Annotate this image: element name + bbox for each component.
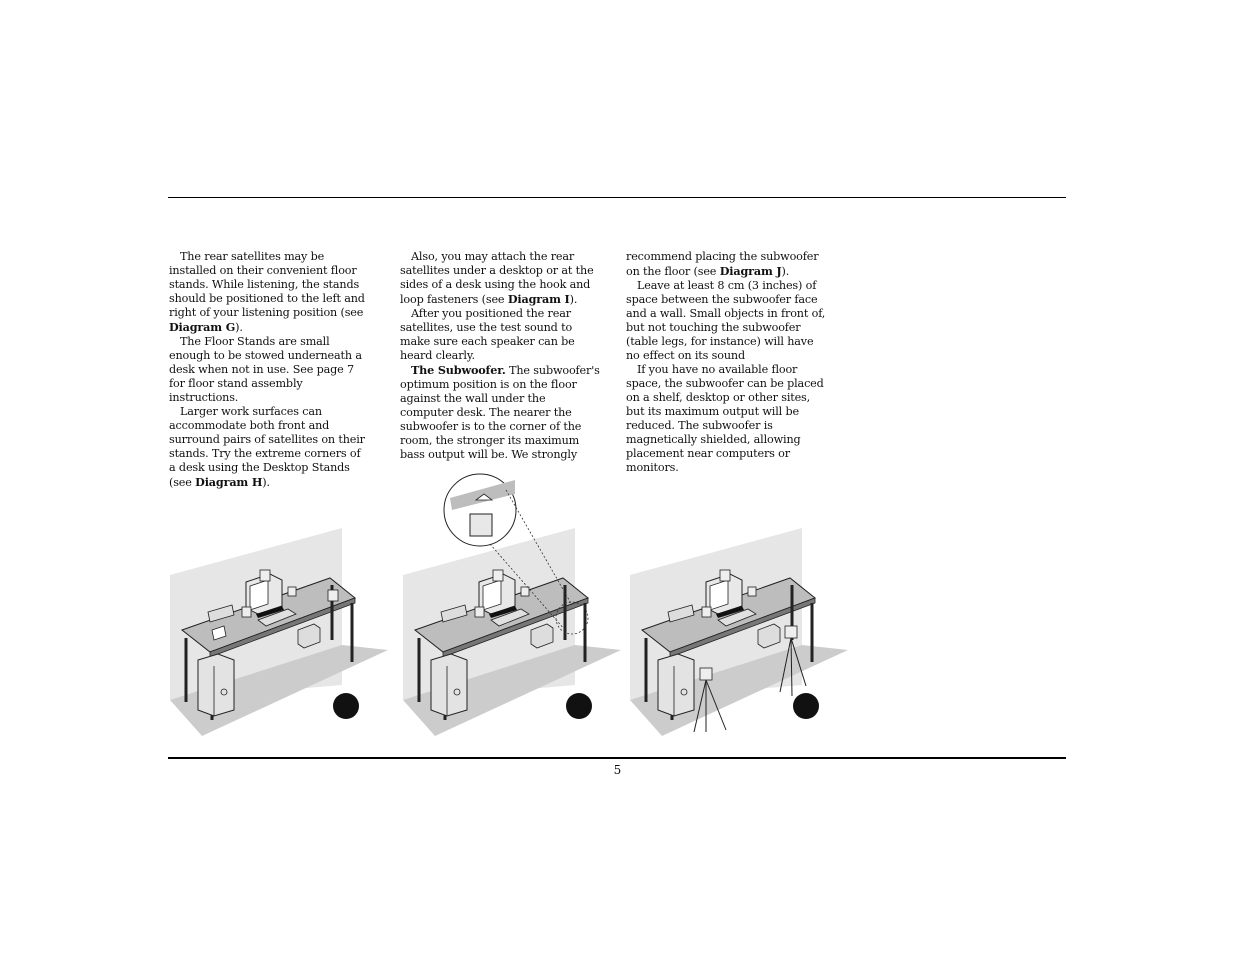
paragraph: The rear satellites may be installed on their convenient floor stands. While listening, the stands should be positioned to the left and right of your listening position (see Diagram G).: [169, 250, 365, 334]
paragraph: The Subwoofer. The subwoofer's optimum position is on the floor against the wall under the computer desk. The nearer the subwoofer is to the corner of the room, the stronger its maximum bass output will be. We strongly: [400, 363, 600, 461]
paragraph: If you have no available floor space, the subwoofer can be placed on a shelf, desktop or other sites, but its maximum output will be reduced. The subwoofer is magnetically shielded, allowing placement near computers or monitors.: [626, 363, 824, 474]
paragraph: After you positioned the rear satellites, use the test sound to make sure each speaker can be heard clearly.: [400, 307, 575, 362]
diagram-h: [403, 474, 621, 736]
text-column-1: [169, 250, 369, 490]
text-column-3: [626, 250, 826, 475]
diagram-g: [170, 528, 388, 736]
diagram-j: [630, 528, 848, 736]
bottom-rule: [168, 757, 1066, 759]
page-number: 5: [613, 763, 622, 777]
diagram-row: [160, 470, 860, 740]
paragraph: Larger work surfaces can accommodate both front and surround pairs of satellites on their stands. Try the extreme corners of a desk using the Desktop Stands (see Diagram H).: [169, 405, 365, 489]
paragraph: Also, you may attach the rear satellites under a desktop or at the sides of a desk using the hook and loop fasteners (see Diagram I).: [400, 250, 594, 306]
text-column-2: [400, 250, 600, 462]
paragraph: recommend placing the subwoofer on the floor (see Diagram J).: [626, 250, 819, 278]
paragraph: Leave at least 8 cm (3 inches) of space between the subwoofer face and a wall. Small objects in front of, but not touching the subwoofer (table legs, for instance) will have no effect on its sound: [626, 279, 826, 362]
paragraph: The Floor Stands are small enough to be stowed underneath a desk when not in use. See page 7 for floor stand assembly instructions.: [169, 335, 362, 404]
top-rule: [168, 197, 1066, 198]
